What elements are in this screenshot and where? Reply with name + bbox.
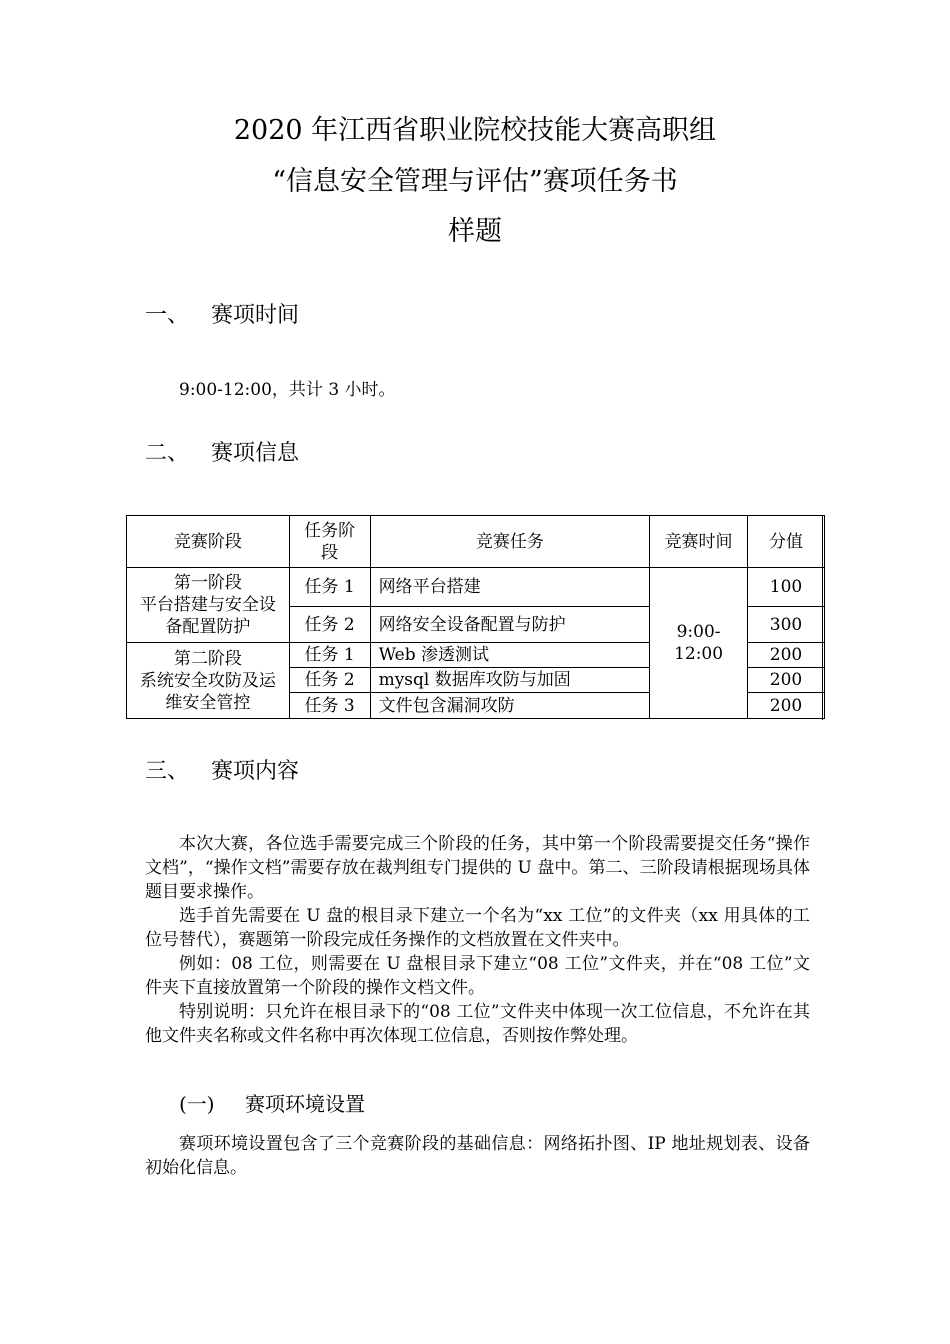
score-cell: 200	[748, 643, 825, 668]
doc-title-line-2: “信息安全管理与评估”赛项任务书	[272, 166, 678, 197]
task-cell: 任务 1	[289, 643, 370, 668]
contest-info-table	[126, 515, 825, 719]
stage-cell: 第二阶段 系统安全攻防及运维安全管控	[127, 643, 290, 719]
paragraph: 例如：08 工位，则需要在 U 盘根目录下建立“08 工位”文件夹，并在“08 工位”文件夹下直接放置第一个阶段的操作文档文件。	[145, 954, 810, 998]
section-number: 三、	[145, 759, 190, 784]
header-cell: 竞赛任务	[370, 516, 650, 568]
score-cell: 100	[748, 568, 825, 607]
content-cell: 网络平台搭建	[370, 568, 650, 607]
table-border-line	[822, 515, 823, 720]
content-cell: Web 渗透测试	[370, 643, 650, 668]
score-cell: 300	[748, 607, 825, 643]
subsection-number: (一)	[179, 1092, 215, 1116]
header-cell: 竞赛时间	[650, 516, 748, 568]
task-cell: 任务 2	[289, 607, 370, 643]
subsection-title: 赛项环境设置	[245, 1092, 365, 1116]
task-cell: 任务 3	[289, 693, 370, 719]
section-number: 一、	[145, 303, 190, 328]
paragraph: 特别说明：只允许在根目录下的“08 工位”文件夹中体现一次工位信息，不允许在其他文件夹名称或文件名称中再次体现工位信息，否则按作弊处理。	[145, 1002, 810, 1046]
doc-title-line-3: 样题	[448, 216, 502, 247]
score-cell: 200	[748, 668, 825, 693]
table-header-row	[127, 516, 825, 568]
paragraph: 赛项环境设置包含了三个竞赛阶段的基础信息：网络拓扑图、IP 地址规划表、设备初始化信息。	[145, 1134, 810, 1178]
content-cell: mysql 数据库攻防与加固	[370, 668, 650, 693]
header-cell: 任务阶段	[289, 516, 370, 568]
section-heading-time	[145, 302, 299, 330]
content-paragraphs	[145, 832, 810, 1048]
paragraph: 本次大赛，各位选手需要完成三个阶段的任务，其中第一个阶段需要提交任务“操作文档”，“操作文档”需要存放在裁判组专门提供的 U 盘中。第二、三阶段请根据现场具体题目要求操作。	[145, 834, 810, 902]
contest-time-text: 9:00-12:00，共计 3 小时。	[179, 380, 396, 400]
section-number: 二、	[145, 441, 190, 466]
section-title: 赛项时间	[211, 303, 300, 328]
section-heading-info	[145, 440, 299, 468]
content-cell: 文件包含漏洞攻防	[370, 693, 650, 719]
paragraph: 选手首先需要在 U 盘的根目录下建立一个名为“xx 工位”的文件夹（xx 用具体的工位号替代），赛题第一阶段完成任务操作的文档放置在文件夹中。	[145, 906, 810, 950]
table-row	[127, 568, 825, 607]
score-cell: 200	[748, 693, 825, 719]
stage-cell: 第一阶段 平台搭建与安全设备配置防护	[127, 568, 290, 643]
task-cell: 任务 2	[289, 668, 370, 693]
header-cell: 竞赛阶段	[127, 516, 290, 568]
section-title: 赛项内容	[211, 759, 300, 784]
doc-title-line-1: 2020 年江西省职业院校技能大赛高职组	[233, 115, 717, 146]
header-cell: 分值	[748, 516, 825, 568]
section-title: 赛项信息	[211, 441, 300, 466]
env-paragraph	[145, 1132, 810, 1180]
content-cell: 网络安全设备配置与防护	[370, 607, 650, 643]
task-cell: 任务 1	[289, 568, 370, 607]
subsection-heading-env	[179, 1091, 365, 1117]
time-cell: 9:00-12:00	[650, 568, 748, 719]
section-heading-content	[145, 758, 299, 786]
